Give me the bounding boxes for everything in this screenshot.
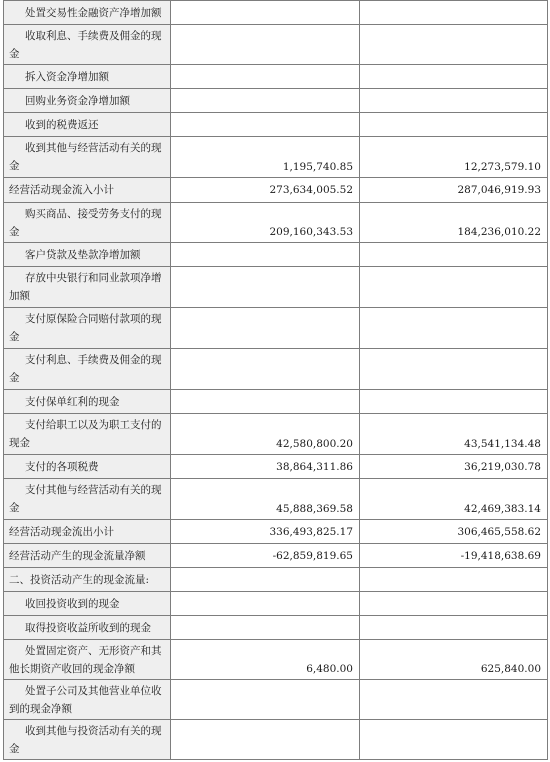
current-period-value: 336,493,825.17 <box>171 520 360 544</box>
row-label: 收取利息、手续费及佣金的现金 <box>4 25 171 65</box>
prior-period-value <box>360 243 548 267</box>
current-period-value: 6,480.00 <box>171 640 360 680</box>
row-label: 二、投资活动产生的现金流量: <box>4 568 171 592</box>
table-row <box>4 113 548 137</box>
prior-period-value: 625,840.00 <box>360 640 548 680</box>
row-label: 收到的税费返还 <box>4 113 171 137</box>
table-row <box>4 720 548 760</box>
current-period-value <box>171 680 360 720</box>
prior-period-value <box>360 267 548 308</box>
prior-period-value <box>360 308 548 349</box>
prior-period-value: 12,273,579.10 <box>360 137 548 178</box>
row-label: 经营活动现金流出小计 <box>4 520 171 544</box>
prior-period-value <box>360 616 548 640</box>
row-label: 处置交易性金融资产净增加额 <box>4 1 171 25</box>
row-label: 收回投资收到的现金 <box>4 592 171 616</box>
row-label: 支付其他与经营活动有关的现金 <box>4 479 171 520</box>
cash-flow-table <box>3 0 548 760</box>
current-period-value <box>171 349 360 390</box>
row-label: 支付给职工以及为职工支付的现金 <box>4 414 171 455</box>
table-row <box>4 680 548 720</box>
table-row <box>4 65 548 89</box>
table-row <box>4 137 548 178</box>
row-label: 取得投资收益所收到的现金 <box>4 616 171 640</box>
row-label: 支付利息、手续费及佣金的现金 <box>4 349 171 390</box>
prior-period-value <box>360 592 548 616</box>
table-row <box>4 414 548 455</box>
table-row <box>4 1 548 25</box>
current-period-value <box>171 267 360 308</box>
prior-period-value <box>360 89 548 113</box>
cash-flow-table-body <box>4 1 548 760</box>
row-label: 购买商品、接受劳务支付的现金 <box>4 203 171 243</box>
row-label: 收到其他与经营活动有关的现金 <box>4 137 171 178</box>
prior-period-value: 43,541,134.48 <box>360 414 548 455</box>
row-label: 经营活动产生的现金流量净额 <box>4 544 171 568</box>
prior-period-value: -19,418,638.69 <box>360 544 548 568</box>
table-row <box>4 25 548 65</box>
prior-period-value <box>360 25 548 65</box>
prior-period-value <box>360 349 548 390</box>
prior-period-value <box>360 65 548 89</box>
current-period-value <box>171 390 360 414</box>
row-label: 经营活动现金流入小计 <box>4 178 171 203</box>
table-row <box>4 349 548 390</box>
prior-period-value <box>360 568 548 592</box>
table-row <box>4 455 548 479</box>
row-label: 支付原保险合同赔付款项的现金 <box>4 308 171 349</box>
prior-period-value: 184,236,010.22 <box>360 203 548 243</box>
table-row <box>4 203 548 243</box>
current-period-value <box>171 1 360 25</box>
current-period-value: -62,859,819.65 <box>171 544 360 568</box>
row-label: 处置固定资产、无形资产和其他长期资产收回的现金净额 <box>4 640 171 680</box>
table-row <box>4 89 548 113</box>
current-period-value <box>171 89 360 113</box>
prior-period-value <box>360 390 548 414</box>
prior-period-value <box>360 720 548 760</box>
table-row <box>4 592 548 616</box>
prior-period-value <box>360 113 548 137</box>
table-row <box>4 267 548 308</box>
table-row <box>4 178 548 203</box>
current-period-value: 42,580,800.20 <box>171 414 360 455</box>
table-row <box>4 520 548 544</box>
table-row <box>4 390 548 414</box>
prior-period-value <box>360 1 548 25</box>
table-row <box>4 640 548 680</box>
current-period-value <box>171 616 360 640</box>
row-label: 收到其他与投资活动有关的现金 <box>4 720 171 760</box>
row-label: 支付的各项税费 <box>4 455 171 479</box>
row-label: 处置子公司及其他营业单位收到的现金净额 <box>4 680 171 720</box>
current-period-value <box>171 25 360 65</box>
current-period-value: 45,888,369.58 <box>171 479 360 520</box>
table-row <box>4 479 548 520</box>
row-label: 拆入资金净增加额 <box>4 65 171 89</box>
table-row <box>4 544 548 568</box>
prior-period-value: 36,219,030.78 <box>360 455 548 479</box>
table-row <box>4 243 548 267</box>
current-period-value <box>171 720 360 760</box>
current-period-value <box>171 568 360 592</box>
prior-period-value: 287,046,919.93 <box>360 178 548 203</box>
current-period-value: 38,864,311.86 <box>171 455 360 479</box>
table-row <box>4 568 548 592</box>
row-label: 支付保单红利的现金 <box>4 390 171 414</box>
row-label: 存放中央银行和同业款项净增加额 <box>4 267 171 308</box>
current-period-value <box>171 65 360 89</box>
current-period-value <box>171 113 360 137</box>
prior-period-value <box>360 680 548 720</box>
current-period-value <box>171 308 360 349</box>
current-period-value: 273,634,005.52 <box>171 178 360 203</box>
current-period-value: 209,160,343.53 <box>171 203 360 243</box>
prior-period-value: 42,469,383.14 <box>360 479 548 520</box>
current-period-value <box>171 592 360 616</box>
current-period-value: 1,195,740.85 <box>171 137 360 178</box>
table-row <box>4 308 548 349</box>
table-row <box>4 616 548 640</box>
current-period-value <box>171 243 360 267</box>
row-label: 回购业务资金净增加额 <box>4 89 171 113</box>
prior-period-value: 306,465,558.62 <box>360 520 548 544</box>
row-label: 客户贷款及垫款净增加额 <box>4 243 171 267</box>
